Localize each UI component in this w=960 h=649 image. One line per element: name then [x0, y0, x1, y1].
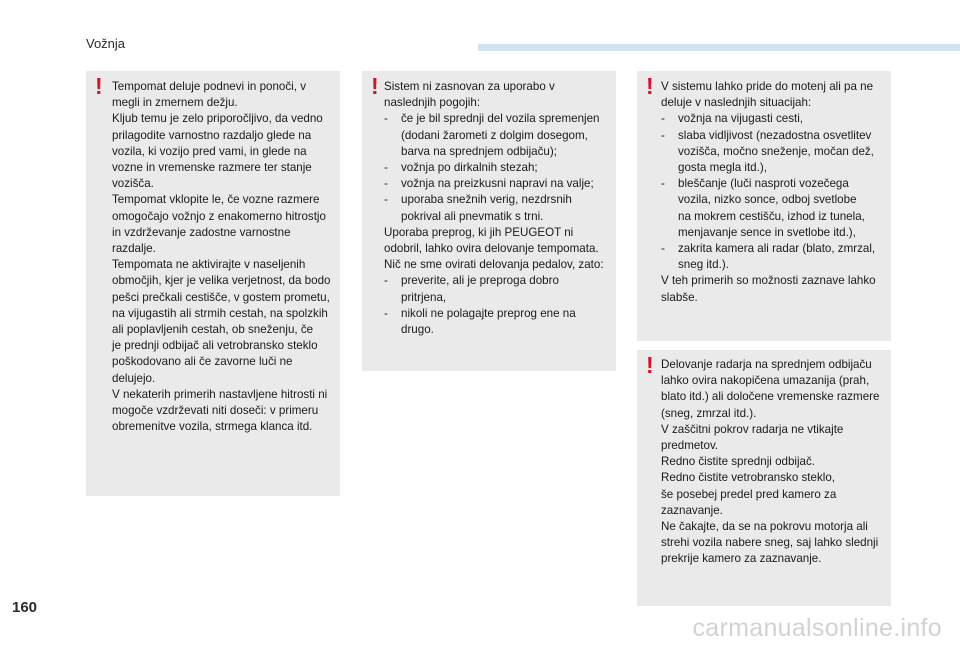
text-line: razdalje. — [112, 242, 156, 256]
bullet-dash: - — [661, 112, 665, 126]
text-line: vozišča, močno sneženje, močan dež, — [678, 144, 874, 158]
text-line: na mokrem cestišču, izhod iz tunela, — [678, 209, 865, 223]
text-line: obremenitve vozila, strmega klanca itd. — [112, 420, 313, 434]
text-line: ali poplavljenih cestah, ob sneženju, če — [112, 323, 314, 337]
text-line: Ne čakajte, da se na pokrovu motorja ali — [661, 520, 868, 534]
text-line: menjavanje sence in svetlobe itd.), — [678, 225, 856, 239]
list-item — [384, 273, 604, 305]
cruise-warning-text — [112, 79, 330, 435]
bullet-dash: - — [661, 177, 665, 191]
text-line: strehi vozila nabere sneg, saj lahko slednji — [661, 536, 879, 550]
list-item — [384, 160, 604, 176]
text-line: (sneg, zmrzal itd.). — [661, 406, 757, 420]
list-item — [661, 176, 876, 241]
list-item — [384, 306, 604, 338]
text-line: V nekaterih primerih nastavljene hitrosti ni — [112, 387, 328, 401]
interference-text — [661, 79, 876, 306]
text-line: barva na sprednjem odbijaču); — [401, 144, 557, 158]
text-line: Sistem ni zasnovan za uporabo v — [384, 80, 555, 93]
page-number: 160 — [12, 599, 38, 616]
bullet-dash: - — [384, 193, 388, 207]
text-line: naslednjih pogojih: — [384, 96, 481, 110]
text-line: vozila, nizko sonce, odboj svetlobe — [678, 193, 857, 207]
text-line: vožnja na vijugasti cesti, — [678, 112, 804, 126]
text-line: na vijugastih ali strmih cestah, na spolzkih — [112, 306, 328, 320]
warning-icon: ! — [646, 73, 654, 99]
text-line: odobril, lahko ovira delovanje tempomata. — [384, 242, 599, 256]
text-line: prekrije kamero za zaznavanje. — [661, 552, 822, 566]
watermark-text: carmanualsonline.info — [692, 614, 942, 642]
text-line: omogočajo vožnjo z enakomerno hitrostjo — [112, 209, 326, 223]
bullet-dash: - — [384, 177, 388, 191]
text-line: območjih, kjer je velika verjetnost, da bodo — [112, 274, 331, 288]
text-line: vožnja na preizkusni napravi na valje; — [401, 177, 594, 191]
text-line: vozila, ki vozijo pred vami, in glede na — [112, 144, 307, 158]
text-line: če je bil sprednji del vozila spremenjen — [401, 112, 600, 126]
text-line: megli in zmernem dežju. — [112, 96, 238, 110]
text-line: pritrjena, — [401, 290, 447, 304]
text-line: sneg itd.). — [678, 258, 729, 272]
list-item — [384, 111, 604, 160]
text-line: (dodani žarometi z dolgim dosegom, — [401, 128, 588, 142]
text-line: prilagodite varnostno razdaljo glede na — [112, 128, 312, 142]
text-line: V sistemu lahko pride do motenj ali pa ne — [661, 80, 874, 93]
warning-icon: ! — [95, 73, 103, 99]
warning-icon: ! — [646, 352, 654, 378]
text-line: V teh primerih so možnosti zaznave lahko — [661, 274, 876, 288]
text-line: deluje v naslednjih situacijah: — [661, 96, 812, 110]
text-line: Tempomat deluje podnevi in ponoči, v — [112, 80, 306, 93]
system-limits-panel — [362, 71, 616, 371]
text-line: Kljub temu je zelo priporočljivo, da vedno — [112, 112, 323, 126]
list-item — [661, 241, 876, 273]
text-line: slaba vidljivost (nezadostna osvetlitev — [678, 128, 872, 142]
text-line: je prednji odbijač ali vetrobransko steklo — [112, 339, 318, 353]
text-line: slabše. — [661, 290, 698, 304]
text-line: vožnja po dirkalnih stezah; — [401, 161, 538, 175]
text-line: gosta megla itd.), — [678, 161, 767, 175]
section-title: Vožnja — [86, 36, 126, 51]
radar-warning-panel — [637, 350, 891, 606]
text-line: drugo. — [401, 323, 434, 337]
text-line: pokrival ali pnevmatik s trni. — [401, 209, 544, 223]
text-line: mogoče vzdrževati niti doseči: v primeru — [112, 404, 319, 418]
text-line: Delovanje radarja na sprednjem odbijaču — [661, 358, 872, 371]
text-line: Nič ne sme ovirati delovanja pedalov, zato: — [384, 258, 604, 272]
text-line: poškodovano ali če zavorne luči ne — [112, 355, 293, 369]
list-item — [384, 192, 604, 224]
text-line: zaznavanje. — [661, 503, 723, 517]
interference-panel — [637, 71, 891, 341]
text-line: V zaščitni pokrov radarja ne vtikajte — [661, 422, 844, 436]
cruise-warning-panel — [86, 71, 340, 496]
system-limits-text — [384, 79, 604, 338]
bullet-dash: - — [384, 161, 388, 175]
bullet-dash: - — [661, 242, 665, 256]
list-item — [661, 111, 876, 127]
text-line: delujejo. — [112, 371, 156, 385]
text-line: nikoli ne polagajte preprog ene na — [401, 306, 576, 320]
text-line: uporaba snežnih verig, nezdrsnih — [401, 193, 572, 207]
bullet-dash: - — [384, 306, 388, 320]
text-line: blato itd.) ali določene vremenske razmere — [661, 390, 880, 404]
bullet-dash: - — [384, 112, 388, 126]
text-line: še posebej predel pred kamero za — [661, 487, 837, 501]
header-bar — [478, 44, 960, 51]
list-item — [661, 128, 876, 177]
radar-warning-text — [661, 357, 879, 568]
text-line: in vzdrževanje zadostne varnostne — [112, 225, 291, 239]
text-line: Redno čistite sprednji odbijač. — [661, 455, 816, 469]
text-line: Uporaba preprog, ki jih PEUGEOT ni — [384, 225, 574, 239]
text-line: lahko ovira nakopičena umazanija (prah, — [661, 374, 870, 388]
text-line: vozne in vremenske razmere ter stanje — [112, 161, 312, 175]
text-line: vozišča. — [112, 177, 154, 191]
text-line: pešci prečkali cestišče, v gostem prometu, — [112, 290, 330, 304]
bullet-dash: - — [661, 128, 665, 142]
text-line: Redno čistite vetrobransko steklo, — [661, 471, 835, 485]
text-line: Tempomata ne aktivirajte v naseljenih — [112, 258, 306, 272]
text-line: preverite, ali je preproga dobro — [401, 274, 559, 288]
list-item — [384, 176, 604, 192]
text-line: zakrita kamera ali radar (blato, zmrzal, — [678, 242, 876, 256]
text-line: predmetov. — [661, 439, 719, 453]
bullet-dash: - — [384, 274, 388, 288]
text-line: bleščanje (luči nasproti vozečega — [678, 177, 849, 191]
warning-icon: ! — [371, 73, 379, 99]
text-line: Tempomat vklopite le, če vozne razmere — [112, 193, 320, 207]
